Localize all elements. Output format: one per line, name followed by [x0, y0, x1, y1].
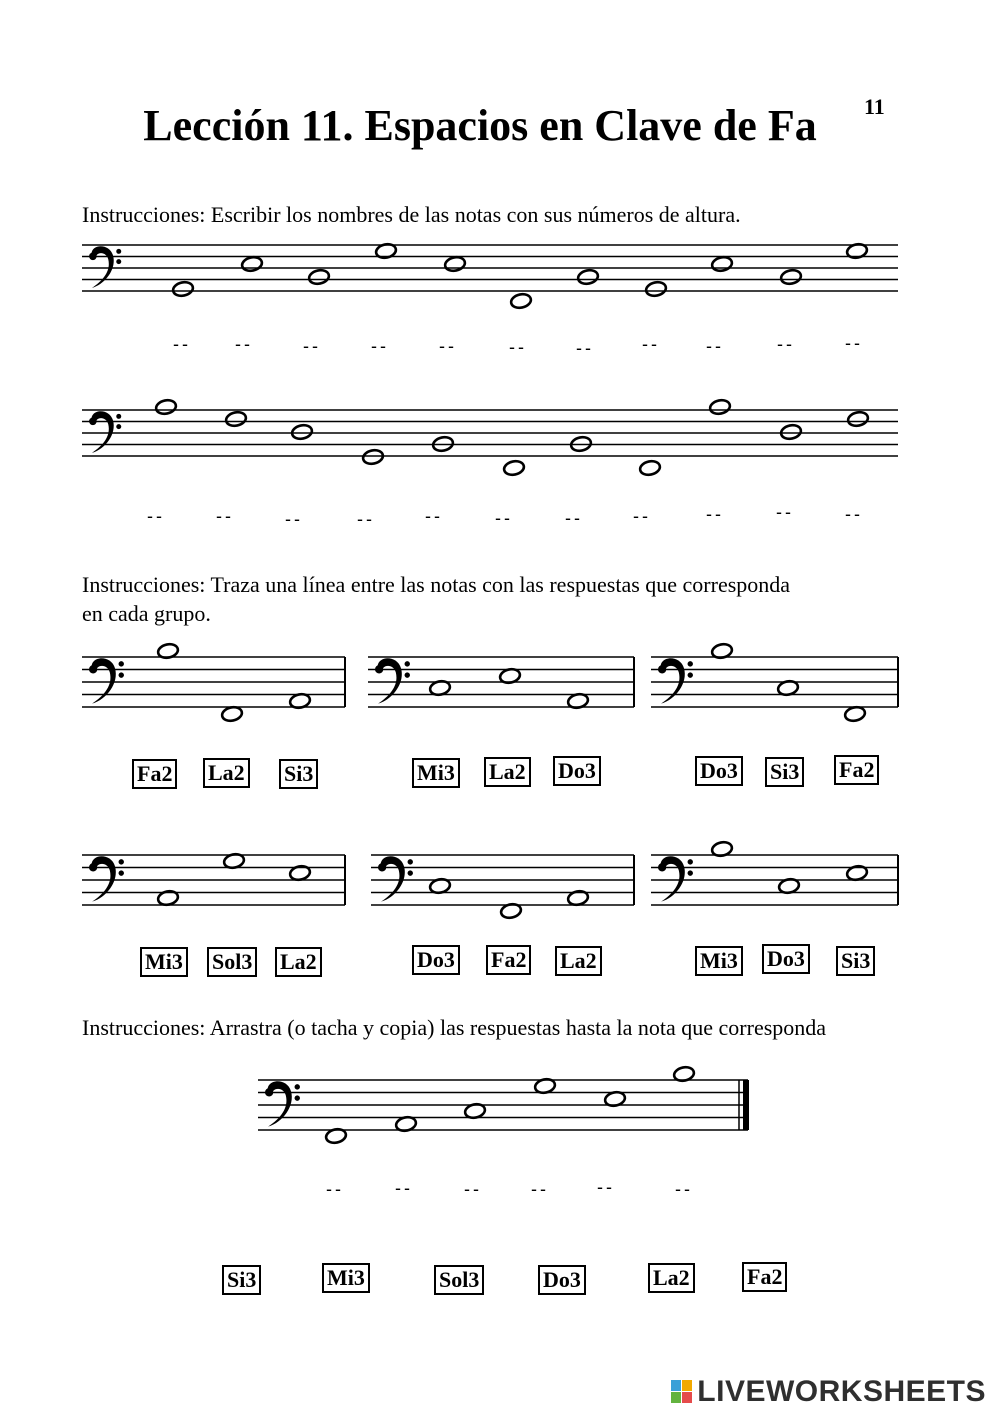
whole-note [639, 459, 661, 476]
answer-box[interactable]: La2 [484, 757, 531, 787]
bass-clef-icon [658, 658, 693, 703]
answer-blank[interactable]: -- [776, 502, 794, 522]
answer-box[interactable]: La2 [555, 946, 602, 976]
answer-box[interactable]: Si3 [836, 946, 875, 976]
whole-note [291, 423, 313, 440]
answer-blank[interactable]: -- [531, 1179, 549, 1199]
answer-blank[interactable]: -- [371, 336, 389, 356]
bass-clef-icon [89, 411, 121, 453]
answer-box[interactable]: Fa2 [834, 755, 879, 785]
answer-box[interactable]: Sol3 [207, 947, 257, 977]
answer-blank[interactable]: -- [495, 508, 513, 528]
whole-note [221, 705, 243, 722]
answer-blank[interactable]: -- [777, 334, 795, 354]
answer-blank[interactable]: -- [845, 504, 863, 524]
whole-note [444, 255, 466, 272]
bass-clef-icon [89, 856, 124, 901]
whole-note [241, 255, 263, 272]
instruction-2-line-2: en cada grupo. [82, 601, 211, 626]
answer-blank[interactable]: -- [173, 334, 191, 354]
answer-box[interactable]: Fa2 [132, 759, 177, 789]
answer-box[interactable]: La2 [275, 947, 322, 977]
whole-note [172, 280, 194, 297]
bass-clef-icon [375, 658, 410, 703]
drag-answer[interactable]: Mi3 [322, 1263, 370, 1293]
whole-note [503, 459, 525, 476]
whole-note [844, 705, 866, 722]
drag-answer[interactable]: Fa2 [742, 1262, 787, 1292]
whole-note [780, 423, 802, 440]
answer-blank[interactable]: -- [464, 1179, 482, 1199]
answer-blank[interactable]: -- [845, 333, 863, 353]
answer-blank[interactable]: -- [706, 336, 724, 356]
answer-box[interactable]: Mi3 [140, 947, 188, 977]
answer-blank[interactable]: -- [675, 1179, 693, 1199]
brand-logo-icon [671, 1380, 693, 1404]
bass-clef-icon [378, 856, 413, 901]
answer-blank[interactable]: -- [235, 334, 253, 354]
liveworksheets-logo: LIVEWORKSHEETS [671, 1375, 986, 1409]
answer-box[interactable]: Do3 [553, 756, 601, 786]
page-number: 11 [864, 94, 885, 119]
whole-note [510, 292, 532, 309]
whole-note [711, 255, 733, 272]
answer-blank[interactable]: -- [216, 506, 234, 526]
answer-box[interactable]: La2 [203, 758, 250, 788]
answer-blank[interactable]: -- [147, 506, 165, 526]
answer-blank[interactable]: -- [439, 336, 457, 356]
answer-blank[interactable]: -- [509, 337, 527, 357]
answer-box[interactable]: Fa2 [486, 945, 531, 975]
answer-blank[interactable]: -- [285, 509, 303, 529]
whole-note [709, 398, 731, 415]
page-title: Lección 11. Espacios en Clave de Fa [143, 101, 817, 150]
answer-blank[interactable]: -- [706, 504, 724, 524]
answer-blank[interactable]: -- [597, 1177, 615, 1197]
drag-answer[interactable]: Sol3 [434, 1265, 484, 1295]
answer-blank[interactable]: -- [642, 334, 660, 354]
answer-blank[interactable]: -- [633, 506, 651, 526]
answer-blank[interactable]: -- [357, 509, 375, 529]
answer-box[interactable]: Do3 [762, 944, 810, 974]
bass-clef-icon [89, 658, 124, 703]
answer-box[interactable]: Mi3 [695, 946, 743, 976]
whole-note [362, 448, 384, 465]
drag-answer[interactable]: Si3 [222, 1265, 261, 1295]
answer-box[interactable]: Mi3 [412, 758, 460, 788]
answer-blank[interactable]: -- [425, 506, 443, 526]
answer-blank[interactable]: -- [326, 1179, 344, 1199]
answer-blank[interactable]: -- [576, 338, 594, 358]
answer-box[interactable]: Si3 [765, 757, 804, 787]
drag-answer[interactable]: Do3 [538, 1265, 586, 1295]
instruction-2-line-1: Instrucciones: Traza una línea entre las notas con las respuestas que corresponda [82, 572, 791, 597]
answer-blank[interactable]: -- [303, 336, 321, 356]
whole-note [225, 410, 247, 427]
final-barline [743, 1080, 749, 1130]
whole-note [308, 268, 330, 285]
answer-box[interactable]: Do3 [695, 756, 743, 786]
instruction-3: Instrucciones: Arrastra (o tacha y copia) las respuestas hasta la nota que corresponda [82, 1015, 827, 1040]
bass-clef-icon [658, 856, 693, 901]
whole-note [577, 268, 599, 285]
whole-note [847, 410, 869, 427]
answer-box[interactable]: Do3 [412, 945, 460, 975]
whole-note [645, 280, 667, 297]
bass-clef-icon [265, 1081, 300, 1126]
answer-blank[interactable]: -- [395, 1178, 413, 1198]
drag-answer[interactable]: La2 [648, 1263, 695, 1293]
bass-clef-icon [89, 246, 121, 288]
instruction-1: Instrucciones: Escribir los nombres de las notas con sus números de altura. [82, 202, 741, 227]
whole-note [155, 398, 177, 415]
whole-note [780, 268, 802, 285]
answer-box[interactable]: Si3 [279, 759, 318, 789]
answer-blank[interactable]: -- [565, 508, 583, 528]
